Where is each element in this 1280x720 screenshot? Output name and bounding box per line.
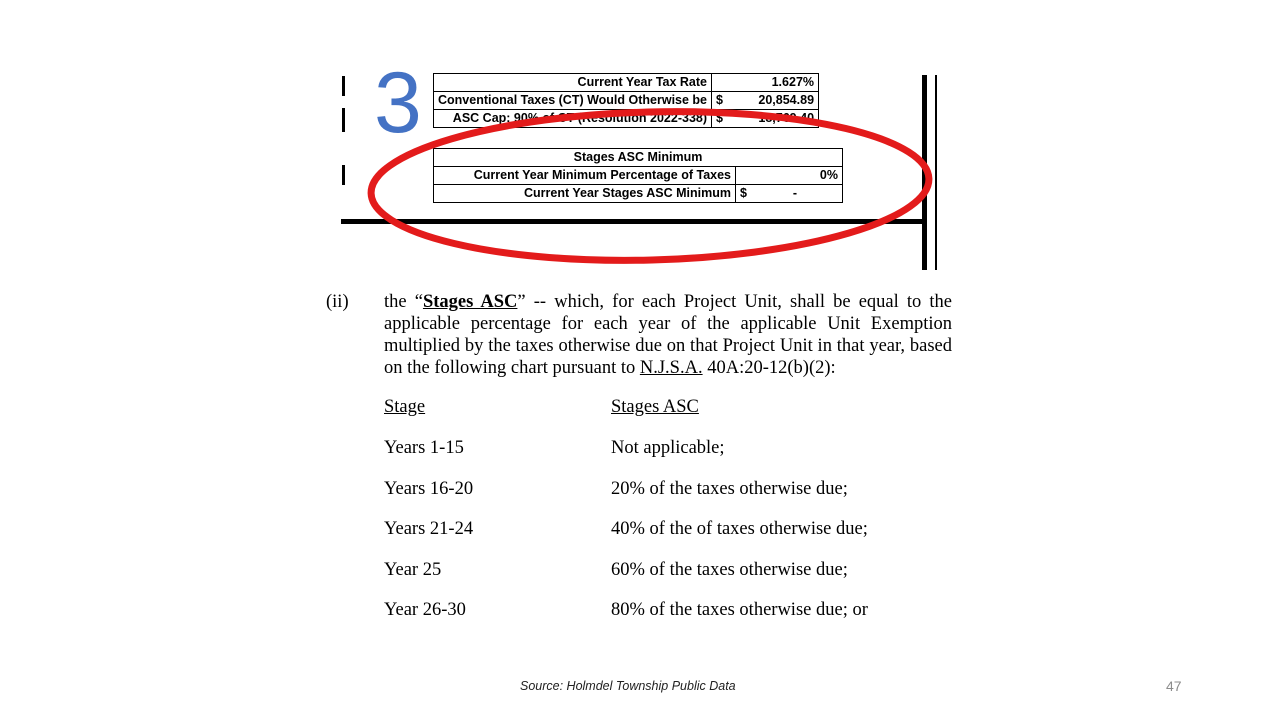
page-number: 47	[1166, 678, 1182, 694]
row-label: Current Year Stages ASC Minimum	[434, 185, 736, 203]
row-label: Current Year Tax Rate	[434, 74, 712, 92]
source-note: Source: Holmdel Township Public Data	[520, 679, 736, 693]
asc-cell: Not applicable;	[611, 438, 725, 458]
row-value: 0%	[748, 167, 843, 185]
stage-column-header: Stage	[384, 397, 426, 417]
row-value: 1.627%	[724, 74, 819, 92]
row-value: -	[748, 185, 843, 203]
stage-cell: Year 26-30	[384, 600, 466, 620]
asc-cell: 40% of the of taxes otherwise due;	[611, 519, 868, 539]
asc-cell: 60% of the taxes otherwise due;	[611, 560, 848, 580]
clause-paragraph	[384, 291, 952, 379]
asc-cell: 20% of the taxes otherwise due;	[611, 479, 848, 499]
row-label: Conventional Taxes (CT) Would Otherwise be	[434, 92, 712, 110]
clause-suffix: 40A:20-12(b)(2):	[702, 358, 836, 378]
stage-cell: Years 16-20	[384, 479, 474, 499]
clause-prefix: the “	[384, 292, 423, 312]
row-label: Current Year Minimum Percentage of Taxes	[434, 167, 736, 185]
row-label: ASC Cap: 90% of CT (Resolution 2022-338)	[434, 110, 712, 128]
table-header: Stages ASC Minimum	[434, 149, 843, 167]
defined-term: Stages ASC	[422, 292, 518, 312]
asc-column-header: Stages ASC	[611, 397, 699, 417]
row-currency: $	[736, 185, 749, 203]
row-value: 20,854.89	[724, 92, 819, 110]
row-currency: $	[712, 110, 725, 128]
row-value: 18,769.40	[724, 110, 819, 128]
slide-step-number: 3	[374, 55, 422, 151]
stage-cell: Years 21-24	[384, 519, 474, 539]
stage-cell: Years 1-15	[384, 438, 464, 458]
row-currency: $	[712, 92, 725, 110]
clause-number: (ii)	[326, 292, 349, 312]
statute-reference: N.J.S.A.	[639, 358, 703, 378]
stage-cell: Year 25	[384, 560, 442, 580]
clause-body: ” -- which, for each Project Unit, shall be equal to the applicable percentage for each year of the applicable Unit Exemption multiplied by the taxes otherwise due on that Project Unit in that year, based on the following chart pursuant to	[384, 292, 952, 378]
asc-cell: 80% of the taxes otherwise due; or	[611, 600, 868, 620]
